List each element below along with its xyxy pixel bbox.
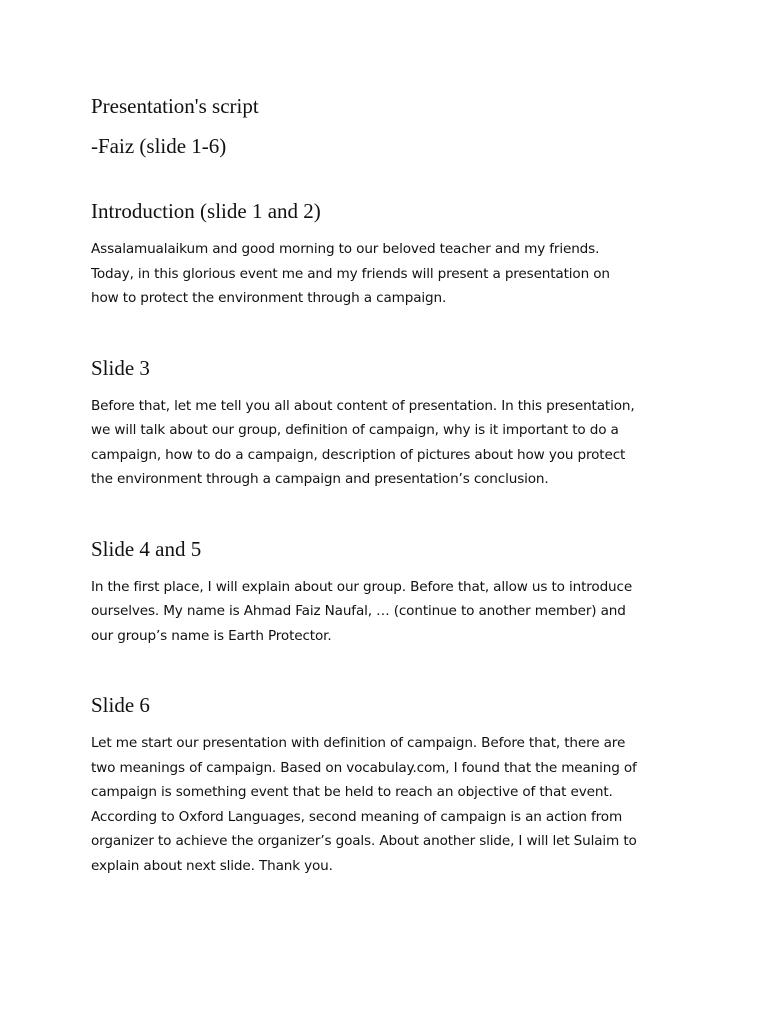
section-paragraph <box>91 575 671 649</box>
paragraph-line: the environment through a campaign and presentation’s conclusion. <box>91 471 549 487</box>
section-heading: Introduction (slide 1 and 2) <box>91 199 321 223</box>
section-heading: Slide 6 <box>91 693 150 717</box>
document-title: Presentation's script <box>91 94 259 118</box>
paragraph-line: Assalamualaikum and good morning to our beloved teacher and my friends. <box>91 241 600 257</box>
paragraph-line: Today, in this glorious event me and my friends will present a presentation on <box>91 265 610 282</box>
section-slide-3 <box>91 354 671 492</box>
section-paragraph <box>91 237 671 311</box>
paragraph-line: In the first place, I will explain about our group. Before that, allow us to introduce <box>91 578 633 595</box>
document-subtitle: -Faiz (slide 1-6) <box>91 134 227 158</box>
paragraph-line: our group’s name is Earth Protector. <box>91 627 332 644</box>
document-content <box>91 92 671 878</box>
section-slide-4-and-5 <box>91 535 671 649</box>
paragraph-line: campaign, how to do a campaign, description of pictures about how you protect <box>91 446 626 463</box>
paragraph-line: two meanings of campaign. Based on vocabulay.com, I found that the meaning of <box>91 759 637 776</box>
paragraph-line: how to protect the environment through a campaign. <box>91 290 447 306</box>
paragraph-line: campaign is something event that be held to reach an objective of that event. <box>91 784 613 800</box>
paragraph-line: explain about next slide. Thank you. <box>91 857 333 874</box>
section-heading: Slide 4 and 5 <box>91 536 202 561</box>
paragraph-line: we will talk about our group, definition of campaign, why is it important to do a <box>91 422 619 438</box>
paragraph-line: According to Oxford Languages, second meaning of campaign is an action from <box>91 808 623 825</box>
paragraph-line: Before that, let me tell you all about content of presentation. In this presentation, <box>91 397 635 414</box>
paragraph-line: ourselves. My name is Ahmad Faiz Naufal, … (continue to another member) and <box>91 603 626 619</box>
section-paragraph <box>91 731 671 878</box>
section-heading: Slide 3 <box>91 355 150 380</box>
section-slide-6 <box>91 691 671 878</box>
paragraph-line: Let me start our presentation with definition of campaign. Before that, there are <box>91 735 626 751</box>
section-paragraph <box>91 394 671 492</box>
section-introduction <box>91 197 671 311</box>
paragraph-line: organizer to achieve the organizer’s goals. About another slide, I will let Sulaim to <box>91 833 637 849</box>
